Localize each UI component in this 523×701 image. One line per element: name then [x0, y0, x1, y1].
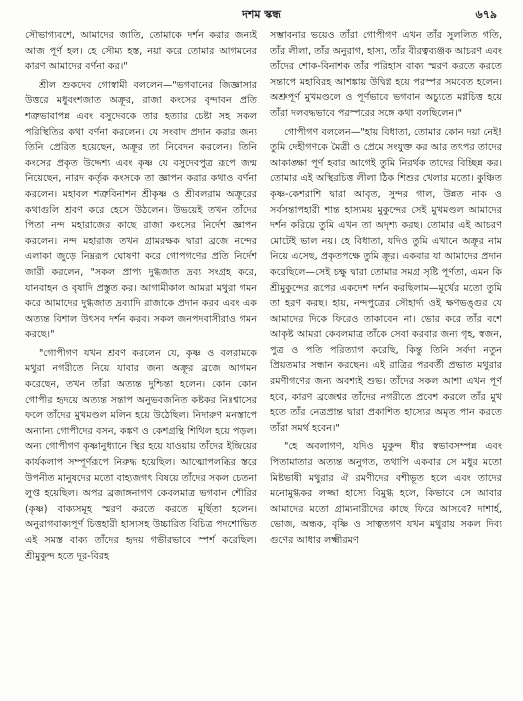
paragraph: গোপীগণ বললেন—"হায় বিধাতা, তোমার কোন দয়া নেই! তুমি দেহীগণকে মৈত্রী ও প্রেমে সংযুক্ত কর আর তৎপর তাদের আকাঙ্ক্ষা পূর্ণ হবার আগেই তুমি নিরর্থক তাদের বিচ্ছিন্ন কর। তোমার এই অস্থিরচিত্ত লীলা ঠিক শিশুর খেলার মতো। কুঞ্চিত কৃষ্ণ-কেশরাশি দ্বারা আবৃত, সুন্দর গাল, উন্নত নাক ও সর্বসন্তাপহারী শান্ত হাস্যময় মুকুন্দের সেই মুখমণ্ডল আমাদের দর্শন করিয়ে তুমি এখন তা অদৃশ্য করছ। তোমার এই আচরণ মোটেই ভাল নয়। হে বিধাতা, যদিও তুমি এখানে অক্রূর নাম নিয়ে এসেছ, প্রকৃতপক্ষে তুমি ক্রূর। একবার যা আমাদের প্রদান করেছিলে—সেই চক্ষু দ্বারা তোমার সমগ্র সৃষ্টি পূর্ণতা, এমন কি শ্রীমুকুন্দের রূপের একদেশ দর্শন করছিলাম—মূর্খের মতো তুমি তা হরণ করছ। হায়, নন্দপুত্রের সৌহার্দ্য ওই ক্ষণভঙ্গুর যে আমাদের দিকে ফিরেও তাকাবেন না। ভোর করে তাঁর বশে আকৃষ্ট আমরা কেবলমাত্র তাঁকে সেবা করবার জন্য গৃহ, স্বজন, পুত্র ও পতি পরিত্যাগ করেছি, কিন্তু তিনি সর্বদা নতুন প্রিয়তমার সন্ধান করছেন। এই রাত্রির পরবর্তী প্রভাত মথুরার রমণীগণের জন্য অবশ্যই শুভ। তাঁদের সকল আশা এখন পূর্ণ হবে, কারণ ব্রজেশ্বর তাঁদের নগরীতে প্রবেশ করলে তাঁর মুখ হতে তাঁর নেত্রপ্রান্ত দ্বারা প্রকাশিত হাস্যের অমৃত পান করতে তাঁরা সমর্থ হবেন।" — [270, 126, 502, 434]
right-text-column — [270, 28, 502, 694]
left-text-column — [25, 28, 257, 694]
paragraph: সম্ভাবনার ভয়েও তাঁরা গোপীগণ এখন তাঁর সুললিত গতি, তাঁর লীলা, তাঁর অনুরাগ, হাস্য, তাঁর বীরত্বব্যঞ্জক আচরণ এবং তাঁদের শোক-বিনাশক তাঁর পরিহাস বাক্য স্মরণ করতে করতে সন্তাপে মহাবিরহ আশঙ্কায় উদ্বিগ্ন হয়ে পরস্পর সমবেত হলেন। অশ্রুপূর্ণ মুখমণ্ডলে ও পূর্ণভাবে ভগবান অচ্যুতে মগ্নচিত্ত হয়ে তাঁরা দলবদ্ধভাবে পরস্পরের সঙ্গে কথা বলছিলেন।" — [270, 30, 502, 119]
paragraph: "গোপীগণ যখন শ্রবণ করলেন যে, কৃষ্ণ ও বলরামকে মথুরা নগরীতে নিয়ে যাবার জন্য অক্রূর ব্রজে আগমন করেছেন, তখন তাঁরা অত্যন্ত দুশ্চিন্তা হলেন। কোন কোন গোপীর হৃদয়ে অত্যন্ত সন্তাপ অনুভবজনিত কষ্টকর নিঃশ্বাসের ফলে তাঁদের মুখমণ্ডল মলিন হয়ে উঠেছিল। নিদারুণ মনস্তাপে অন্যান্য গোপীদের বসন, কঙ্কণ ও কেশগ্রন্থি শিথিল হয়ে পড়ল। অন্য গোপীগণ কৃষ্ণানুধ্যানে স্থির হয়ে যাওয়ায় তাঁদের ইন্দ্রিয়ের কার্যকলাপ সম্পূর্ণরূপে নিরুদ্ধ হয়েছিল। আত্মোপলব্ধির স্তরে উপনীত মানুষদের মতো বাহ্যজগৎ বিষয়ে তাঁদের সকল চেতনা লুপ্ত হয়েছিল। অপর ব্রজাঙ্গনাগণ কেবলমাত্র ভগবান শৌরির (কৃষ্ণ) বাক্যসমূহ স্মরণ করতে করতে মূর্ছিতা হলেন। অনুরাগবাক্যপূর্ণ চিত্তহারী হাস্যসহ উচ্চারিত বিচিত্র পদশোভিত এই সমস্ত বাক্য তাঁদের হৃদয় গভীরভাবে স্পর্শ করেছিল। শ্রীমুকুন্দ হতে দূর-বিরহ — [25, 347, 257, 562]
page-number: ৬৭৯ — [475, 8, 497, 21]
paragraph: "হে অবলাগণ, যদিও মুকুন্দ ধীর স্বভাবসম্পন্ন এবং পিতামাতার অত্যন্ত অনুগত, তথাপি একবার সে মধুর মতো মিষ্টভাষী মথুরার ঐ রমণীদের বশীভূত হলে এবং তাদের মনোমুগ্ধকর লজ্জা হাস্যে বিমুগ্ধ হলে, কিভাবে সে আবার আমাদের মতো গ্রাম্যনারীদের কাছে ফিরে আসবে? দাশার্হ, ভোজ, অন্ধক, বৃষ্ণি ও সাত্বতগণ যখন মথুরায় সকল দিব্য গুণের আধার লক্ষ্মীরমণ — [270, 441, 502, 546]
running-header — [0, 6, 523, 24]
chapter-heading: দশম স্কন্ধ — [242, 8, 281, 21]
paragraph: শ্রীল শুকদেব গোস্বামী বললেন—"ভগবানের জিজ্ঞাসার উত্তরে মধুবংশজাত অক্রূর, রাজা কংসের বৃন্দাবন প্রতি শত্রুভাবাপন্ন এবং বসুদেবকে তার হত্যার চেষ্টা সহ সকল পরিস্থিতির কথা বর্ণনা করলেন। যে সংবাদ প্রদান করার জন্য তিনি প্রেরিত হয়েছেন, অক্রূর তা নিবেদন করলেন। তিনি কংসের প্রকৃত উদ্দেশ্য এবং কৃষ্ণ যে বসুদেবপুত্র রূপে জন্ম নিয়েছেন, নারদ কর্তৃক কংসকে তা জ্ঞাপন করার কথাও বর্ণনা করলেন। মহাবল শত্রুবিনাশন শ্রীকৃষ্ণ ও শ্রীবলরাম অক্রূরের কথাগুলি শ্রবণ করে হেসে উঠলেন। উভয়েই তখন তাঁদের পিতা নন্দ মহারাজের কাছে রাজা কংসের নির্দেশ জ্ঞাপন করলেন। নন্দ মহারাজ তখন গ্রামরক্ষক দ্বারা ব্রজে নন্দের এলাকা জুড়ে নিম্নরূপ ঘোষণা করে গোপগণের প্রতি নির্দেশ জারী করলেন, "সকল প্রাপ্য দুগ্ধজাত দ্রব্য সংগ্রহ করে, যানবাহন ও বৃষাদি প্রস্তুত কর। আগামীকাল আমরা মথুরা গমন করে আমাদের দুগ্ধজাত দ্রব্যাদি রাজাকে প্রদান করব এবং এক অত্যন্ত বিশাল উৎসব দর্শন করব। সকল জনপদবাসীরাও গমন করছে।" — [25, 79, 257, 341]
paragraph: সৌভাগ্যবশে, আমাদের জাতি, তোমাকে দর্শন করার জন্যই আজ পূর্ণ হল। হে সৌম্য হস্ত, নয়া করে তোমার আগমনের কারণ আমাদের বর্ণনা কর।" — [25, 30, 257, 73]
